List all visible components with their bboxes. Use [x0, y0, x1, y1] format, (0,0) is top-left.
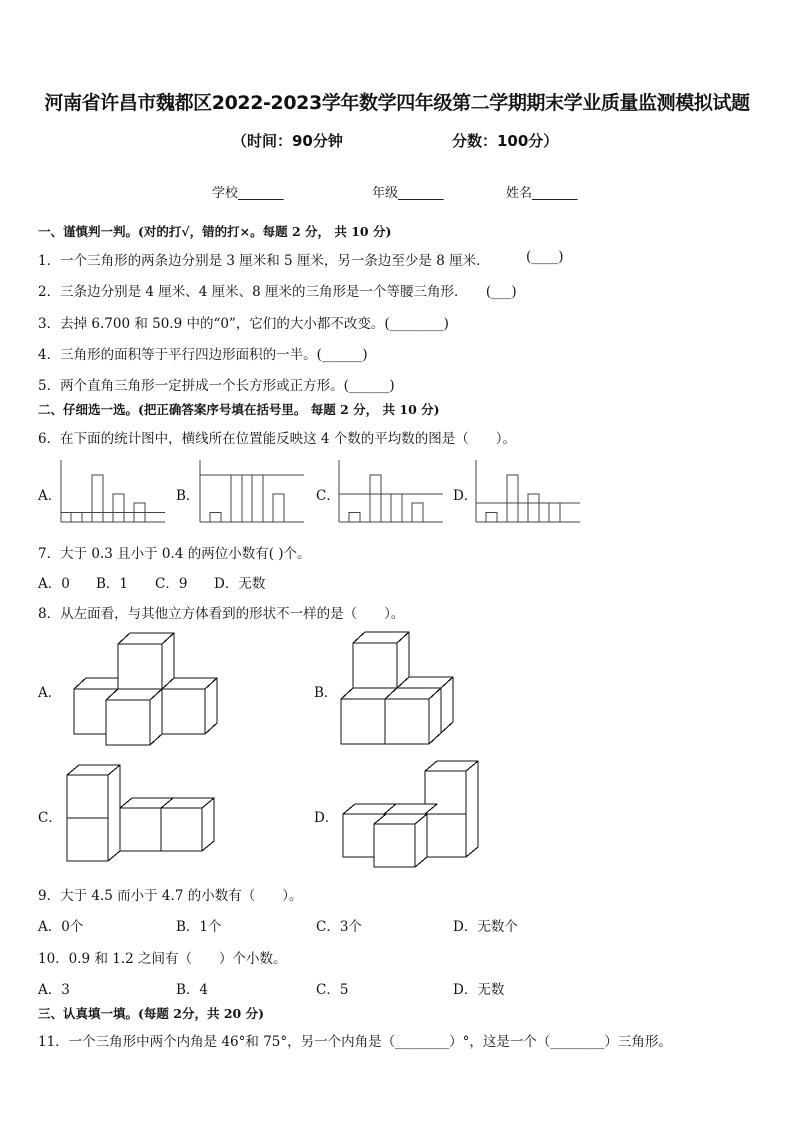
question-7: 7．大于 0.3 且小于 0.4 的两位小数有( )个。: [38, 546, 311, 562]
q9-option-b: B．1个: [176, 919, 222, 935]
name-blank: _______: [532, 186, 578, 201]
q10-option-d: D．无数: [453, 982, 505, 998]
page-title: 河南省许昌市魏都区2022-2023学年数学四年级第二学期期末学业质量监测模拟试题: [44, 92, 750, 114]
q7-option-d: D．无数: [214, 576, 266, 592]
name-label: 姓名: [506, 186, 533, 201]
q7-option-a: A．0: [38, 576, 70, 592]
question-9: 9．大于 4.5 而小于 4.7 的小数有（ ）。: [38, 888, 303, 904]
school-blank: _______: [238, 186, 284, 201]
question-3-text: 3．去掉 6.700 和 50.9 中的“0”，它们的大小都不改变。: [38, 316, 385, 332]
section2-heading: 二、仔细选一选。(把正确答案序号填在括号里。 每题 2 分， 共 10 分): [38, 402, 440, 417]
q9-option-c: C．3个: [316, 919, 362, 935]
question-4-answer: (______): [316, 347, 368, 363]
question-5-answer: (______): [343, 378, 395, 394]
school-label: 学校: [212, 186, 239, 201]
q10-option-c: C．5: [316, 982, 349, 998]
q6-option-c: C．: [316, 488, 340, 504]
question-3-answer: (________): [384, 316, 449, 332]
q10-option-a: A．3: [38, 982, 70, 998]
exam-score: 分数：100分）: [452, 132, 559, 150]
q7-option-b: B．1: [96, 576, 129, 592]
question-6: 6．在下面的统计图中，横线所在位置能反映这 4 个数的平均数的图是（ ）。: [38, 431, 517, 447]
question-4-text: 4．三角形的面积等于平行四边形面积的一半。: [38, 347, 317, 363]
q9-option-d: D．无数个: [453, 919, 518, 935]
q8-option-c: C．: [38, 810, 62, 826]
section3-heading: 三、认真填一填。(每题 2分，共 20 分): [38, 1006, 264, 1021]
q6-option-d: D．: [453, 488, 478, 504]
question-10: 10．0.9 和 1.2 之间有（ ）个小数。: [38, 951, 287, 967]
q9-option-a: A．0个: [38, 919, 84, 935]
grade-blank: _______: [398, 186, 444, 201]
question-11: 11．一个三角形中两个内角是 46°和 75°，另一个内角是（________）°，这是一个（________）三角形。: [38, 1034, 672, 1050]
q8-option-d: D．: [314, 810, 339, 826]
q6-option-a: A．: [38, 488, 62, 504]
q10-option-b: B．4: [176, 982, 209, 998]
question-2-text: 2．三条边分别是 4 厘米、4 厘米、8 厘米的三角形是一个等腰三角形．: [38, 284, 468, 300]
q7-option-c: C．9: [155, 576, 188, 592]
question-2-answer: (___): [485, 284, 517, 300]
exam-time: （时间：90分钟: [232, 132, 343, 150]
question-8: 8．从左面看，与其他立方体看到的形状不一样的是（ ）。: [38, 606, 405, 622]
q8-option-a: A．: [38, 685, 62, 701]
grade-label: 年级: [372, 186, 399, 201]
q6-option-b: B．: [176, 488, 200, 504]
question-1-text: 1．一个三角形的两条边分别是 3 厘米和 5 厘米，另一条边至少是 8 厘米．: [38, 253, 490, 269]
q8-option-b: B．: [314, 685, 338, 701]
question-5-text: 5．两个直角三角形一定拼成一个长方形或正方形。: [38, 378, 344, 394]
section1-heading: 一、谨慎判一判。(对的打√，错的打×。每题 2 分， 共 10 分): [38, 224, 392, 239]
question-1-answer: (____): [526, 249, 564, 265]
